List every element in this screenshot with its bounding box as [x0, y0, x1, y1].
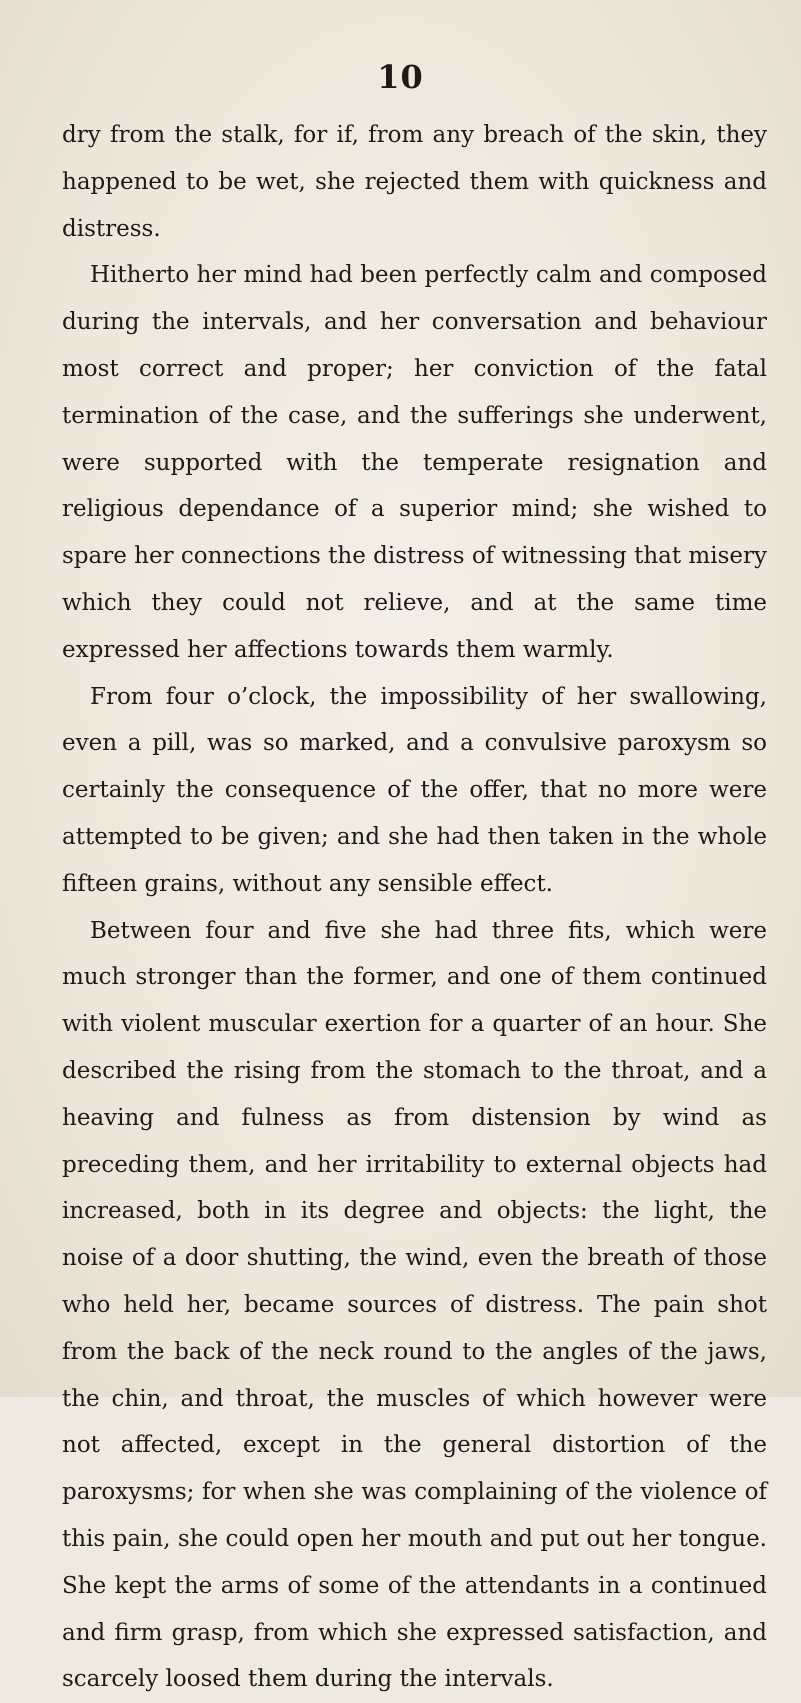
- body-text: [62, 112, 767, 1703]
- page-number: 10: [377, 58, 424, 96]
- paragraph-between-four-and-five: Between four and five she had three fits, which were much stronger than the former, and one of them continued with violent muscular exertion for a quarter of an hour. She described the rising from the stomach to the throat, and a heaving and fulness as from distension by wind as preceding them, and her irritability to external objects had increased, both in its degree and objects: the light, the noise of a door shutting, the wind, even the breath of those who held her, became sources of distress. The pain shot from the back of the neck round to the angles of the jaws, the chin, and throat, the muscles of which however were not affected, except in the general distortion of the paroxysms; for when she was complaining of the violence of this pain, she could open her mouth and put out her tongue. She kept the arms of some of the attendants in a continued and firm grasp, from which she expressed satisfaction, and scarcely loosed them during the intervals.: [62, 917, 767, 1693]
- paragraph-hitherto: Hitherto her mind had been perfectly calm and composed during the intervals, and her conversation and behaviour most correct and proper; her conviction of the fatal termination of the case, and the sufferings she underwent, were supported with the temperate resignation and religious dependance of a superior mind; she wished to spare her connections the distress of witnessing that misery which they could not relieve, and at the same time expressed her affections towards them warmly.: [62, 262, 767, 663]
- paragraph-continued: dry from the stalk, for if, from any breach of the skin, they happened to be wet, she rejected them with quickness and distress.: [62, 122, 767, 242]
- paragraph-from-four: From four o’clock, the impossibility of her swallowing, even a pill, was so marked, and a convulsive paroxysm so certainly the consequence of the offer, that no more were attempted to be given; and she had then taken in the whole fifteen grains, without any sensible effect.: [62, 683, 767, 897]
